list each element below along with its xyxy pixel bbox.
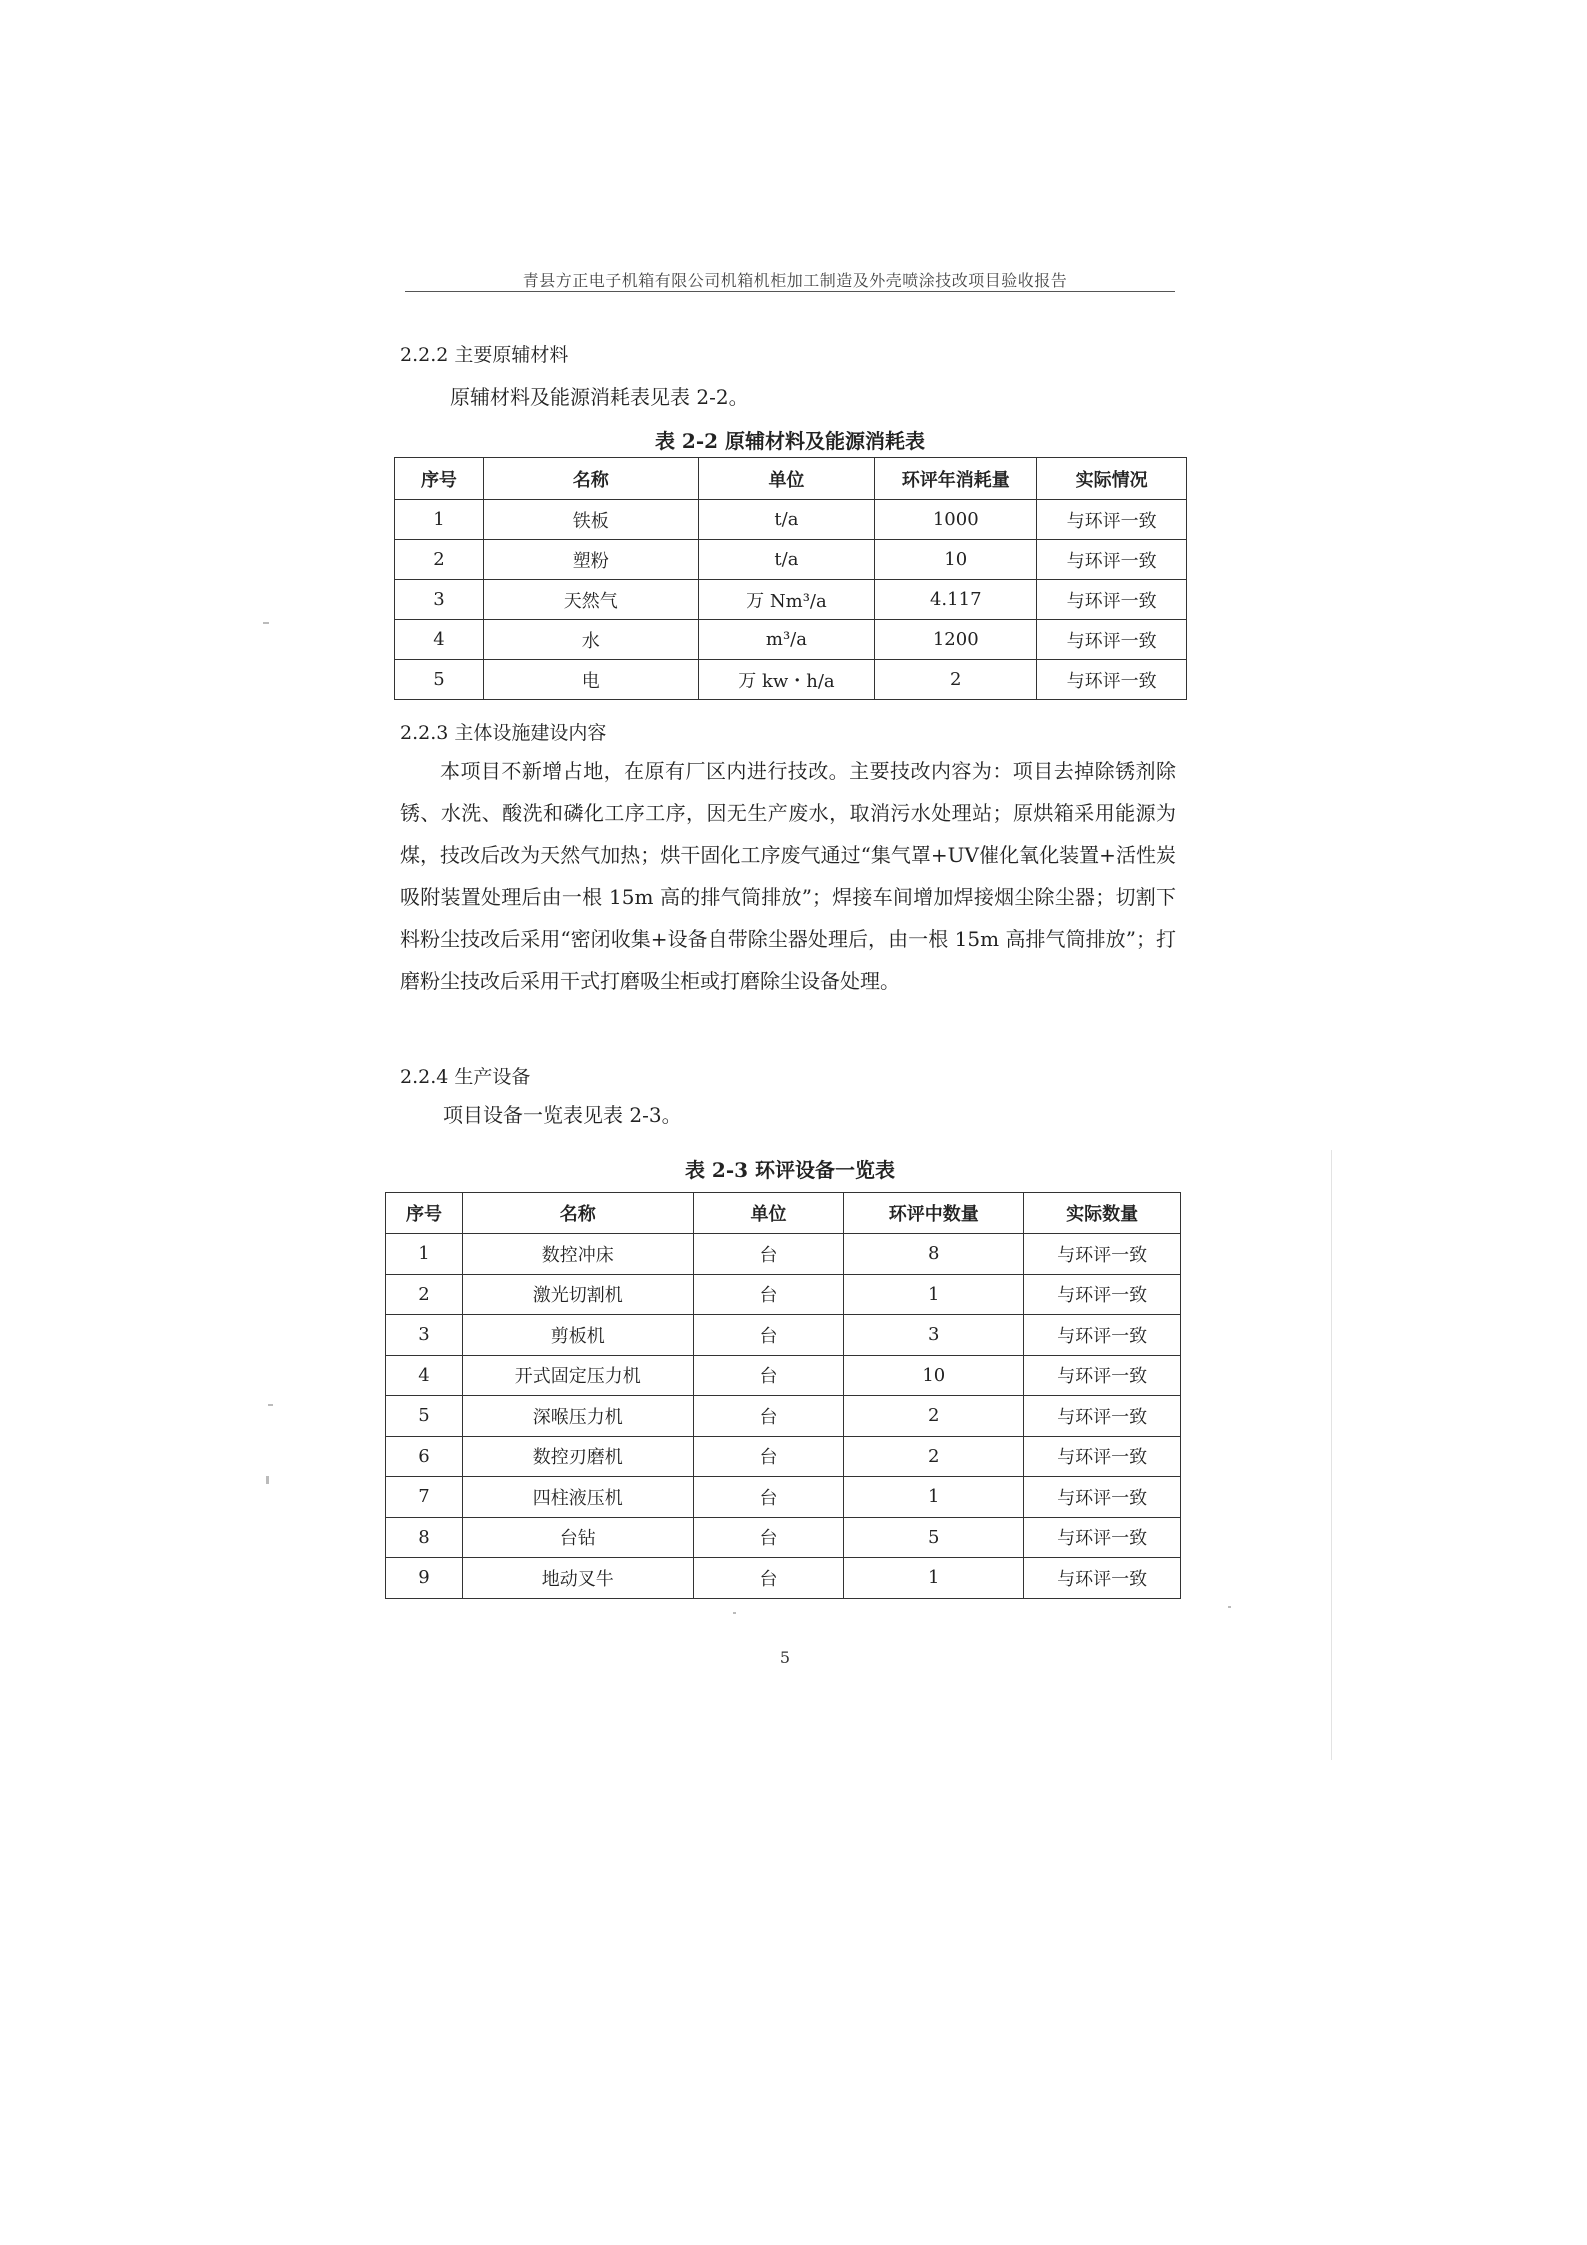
table-row (386, 1234, 1181, 1275)
column-header: 实际情况 (1037, 458, 1187, 500)
table-cell: 4 (395, 620, 484, 660)
table-row (386, 1558, 1181, 1599)
table-cell: 4.117 (875, 580, 1037, 620)
table-cell: 10 (844, 1355, 1024, 1396)
column-header: 名称 (462, 1193, 693, 1234)
section-intro-224: 项目设备一览表见表 2-3。 (443, 1103, 682, 1127)
table-cell: 四柱液压机 (462, 1477, 693, 1518)
table-cell: 与环评一致 (1024, 1558, 1181, 1599)
column-header: 名称 (483, 458, 698, 500)
table-row (386, 1396, 1181, 1437)
table-cell: t/a (698, 540, 875, 580)
page-header: 青县方正电子机箱有限公司机箱机柜加工制造及外壳喷涂技改项目验收报告 (522, 271, 1068, 290)
table-cell: 6 (386, 1436, 463, 1477)
table-cell: 塑粉 (483, 540, 698, 580)
table-cell: 5 (386, 1396, 463, 1437)
table-cell: 台 (693, 1396, 844, 1437)
table-cell: 与环评一致 (1024, 1274, 1181, 1315)
table-cell: 剪板机 (462, 1315, 693, 1356)
table-cell: 铁板 (483, 500, 698, 540)
table-cell: 与环评一致 (1037, 580, 1187, 620)
table-cell: 电 (483, 660, 698, 700)
table-cell: 台 (693, 1517, 844, 1558)
table-cell: 万 kw・h/a (698, 660, 875, 700)
table-cell: 1 (844, 1274, 1024, 1315)
table-cell: 台 (693, 1355, 844, 1396)
table-cell: 台 (693, 1558, 844, 1599)
table-cell: 8 (386, 1517, 463, 1558)
table-cell: 9 (386, 1558, 463, 1599)
table-cell: 水 (483, 620, 698, 660)
table-cell: m³/a (698, 620, 875, 660)
section-intro-222: 原辅材料及能源消耗表见表 2-2。 (450, 385, 749, 409)
table-row (386, 1355, 1181, 1396)
table-cell: 3 (386, 1315, 463, 1356)
table-2-2-caption: 表 2-2 原辅材料及能源消耗表 (654, 429, 926, 453)
table-cell: 1 (844, 1477, 1024, 1518)
table-cell: 与环评一致 (1037, 660, 1187, 700)
table-cell: 7 (386, 1477, 463, 1518)
table-cell: 台 (693, 1234, 844, 1275)
table-cell: 与环评一致 (1024, 1517, 1181, 1558)
table-cell: 开式固定压力机 (462, 1355, 693, 1396)
scan-speck (266, 1476, 269, 1484)
table-row (395, 620, 1187, 660)
table-cell: 数控冲床 (462, 1234, 693, 1275)
table-cell: 数控刃磨机 (462, 1436, 693, 1477)
table-cell: 台 (693, 1315, 844, 1356)
table-row (386, 1436, 1181, 1477)
table-2-3-caption: 表 2-3 环评设备一览表 (684, 1158, 896, 1182)
table-cell: 激光切割机 (462, 1274, 693, 1315)
table-cell: 地动叉牛 (462, 1558, 693, 1599)
table-cell: 2 (875, 660, 1037, 700)
table-cell: 与环评一致 (1024, 1436, 1181, 1477)
scan-speck (1228, 1606, 1231, 1608)
section-heading-224: 2.2.4 生产设备 (400, 1066, 531, 1088)
table-cell: 1 (395, 500, 484, 540)
table-row (386, 1477, 1181, 1518)
table-cell: 1200 (875, 620, 1037, 660)
table-cell: 与环评一致 (1024, 1234, 1181, 1275)
table-cell: 台 (693, 1274, 844, 1315)
header-rule (405, 291, 1175, 292)
column-header: 单位 (693, 1193, 844, 1234)
table-cell: 与环评一致 (1024, 1315, 1181, 1356)
table-header-row (395, 458, 1187, 500)
table-cell: 与环评一致 (1024, 1396, 1181, 1437)
scan-speck (263, 622, 269, 624)
table-row (386, 1315, 1181, 1356)
column-header: 环评中数量 (844, 1193, 1024, 1234)
table-cell: 台 (693, 1477, 844, 1518)
table-cell: 与环评一致 (1037, 620, 1187, 660)
table-row (395, 500, 1187, 540)
table-row (386, 1517, 1181, 1558)
column-header: 序号 (386, 1193, 463, 1234)
section-heading-223: 2.2.3 主体设施建设内容 (400, 722, 607, 744)
table-cell: 1 (844, 1558, 1024, 1599)
table-cell: t/a (698, 500, 875, 540)
table-row (395, 580, 1187, 620)
column-header: 环评年消耗量 (875, 458, 1037, 500)
table-cell: 2 (395, 540, 484, 580)
table-cell: 5 (844, 1517, 1024, 1558)
table-cell: 1000 (875, 500, 1037, 540)
scan-speck (268, 1404, 273, 1406)
table-cell: 台钻 (462, 1517, 693, 1558)
scan-edge-line (1331, 1150, 1332, 1760)
table-cell: 与环评一致 (1024, 1355, 1181, 1396)
table-cell: 台 (693, 1436, 844, 1477)
table-cell: 4 (386, 1355, 463, 1396)
table-cell: 2 (844, 1436, 1024, 1477)
table-cell: 万 Nm³/a (698, 580, 875, 620)
table-cell: 10 (875, 540, 1037, 580)
table-cell: 3 (395, 580, 484, 620)
column-header: 序号 (395, 458, 484, 500)
table-cell: 1 (386, 1234, 463, 1275)
table-cell: 2 (844, 1396, 1024, 1437)
section-body-223: 本项目不新增占地，在原有厂区内进行技改。主要技改内容为：项目去掉除锈剂除锈、水洗、酸洗和磷化工序工序，因无生产废水，取消污水处理站；原烘箱采用能源为煤，技改后改为天然气加热；烘干固化工序废气通过“集气罩+UV催化氧化装置+活性炭吸附装置处理后由一根 15m 高的排气筒排放”；焊接车间增加焊接烟尘除尘器；切割下料粉尘技改后采用“密闭收集+设备自带除尘器处理后，由一根 15m 高排气筒排放”；打磨粉尘技改后采用干式打磨吸尘柜或打磨除尘设备处理。 (400, 759, 1176, 993)
table-cell: 3 (844, 1315, 1024, 1356)
table-header-row (386, 1193, 1181, 1234)
table-2-2 (394, 457, 1187, 700)
page-number: 5 (779, 1648, 791, 1667)
section-heading-222: 2.2.2 主要原辅材料 (400, 344, 569, 366)
table-2-3 (385, 1192, 1181, 1599)
table-row (395, 660, 1187, 700)
table-cell: 5 (395, 660, 484, 700)
table-cell: 深喉压力机 (462, 1396, 693, 1437)
table-cell: 天然气 (483, 580, 698, 620)
column-header: 实际数量 (1024, 1193, 1181, 1234)
table-row (386, 1274, 1181, 1315)
table-cell: 8 (844, 1234, 1024, 1275)
column-header: 单位 (698, 458, 875, 500)
table-cell: 2 (386, 1274, 463, 1315)
table-row (395, 540, 1187, 580)
table-cell: 与环评一致 (1037, 500, 1187, 540)
table-cell: 与环评一致 (1024, 1477, 1181, 1518)
scan-speck (733, 1612, 736, 1614)
table-cell: 与环评一致 (1037, 540, 1187, 580)
